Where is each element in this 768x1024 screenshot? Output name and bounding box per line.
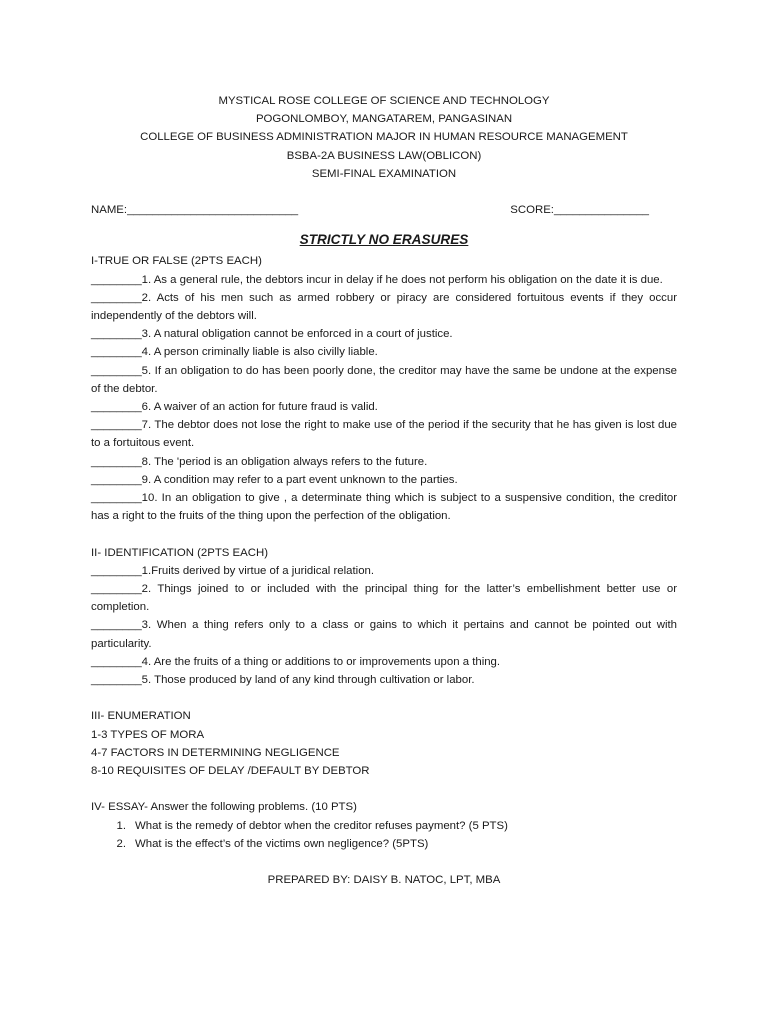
spacer — [91, 780, 677, 798]
question-item: ________6. A waiver of an action for future fraud is valid. — [91, 401, 378, 414]
exam-title: SEMI-FINAL EXAMINATION — [311, 167, 457, 180]
question-item: ________10. In an obligation to give , a determinate thing which is subject to a suspensive condition, the creditor has a right to the fruits of the thing upon the perfection of the obligation. — [91, 492, 677, 523]
enumeration-item: 1-3 TYPES OF MORA — [91, 728, 205, 741]
question-item: ________2. Things joined to or included with the principal thing for the latter’s embellishment better use or completion. — [91, 583, 677, 614]
question-item: ________5. Those produced by land of any kind through cultivation or labor. — [91, 674, 475, 687]
enumeration-item: 4-7 FACTORS IN DETERMINING NEGLIGENCE — [91, 746, 340, 759]
prepared-by: PREPARED BY: DAISY B. NATOC, LPT, MBA — [267, 874, 501, 887]
section-essay — [91, 798, 677, 853]
section-true-or-false — [91, 252, 677, 525]
spacer — [91, 689, 677, 707]
essay-item — [91, 817, 677, 835]
document-header — [91, 92, 677, 183]
name-field: NAME:___________________________ — [91, 204, 299, 217]
essay-list — [91, 817, 677, 853]
section-title: III- ENUMERATION — [91, 710, 191, 723]
question-item: ________4. Are the fruits of a thing or additions to or improvements upon a thing. — [91, 655, 501, 668]
question-item: ________8. The 'period is an obligation always refers to the future. — [91, 455, 428, 468]
school-address: POGONLOMBOY, MANGATAREM, PANGASINAN — [255, 113, 513, 126]
essay-question: What is the remedy of debtor when the creditor refuses payment? (5 PTS) — [135, 819, 508, 832]
question-item: ________9. A condition may refer to a part event unknown to the parties. — [91, 473, 458, 486]
question-item: ________3. When a thing refers only to a class or gains to which it pertains and cannot be pointed out with particularity. — [91, 619, 677, 650]
question-item: ________5. If an obligation to do has been poorly done, the creditor may have the same be undone at the expense of the debtor. — [91, 364, 677, 395]
question-item: ________7. The debtor does not lose the right to make use of the period if the security that he has given is lost due to a fortuitous event. — [91, 419, 677, 450]
spacer — [91, 525, 677, 543]
question-item: ________3. A natural obligation cannot be enforced in a court of justice. — [91, 328, 453, 341]
no-erasures-banner: STRICTLY NO ERASURES — [299, 232, 469, 248]
question-item: ________2. Acts of his men such as armed robbery or piracy are considered fortuitous events if they occur independently of the debtors will. — [91, 291, 677, 323]
essay-number: 2. — [116, 837, 126, 850]
section-title: IV- ESSAY- Answer the following problems. (10 PTS) — [91, 801, 357, 814]
student-fields — [91, 201, 677, 219]
college-name: COLLEGE OF BUSINESS ADMINISTRATION MAJOR IN HUMAN RESOURCE MANAGEMENT — [140, 131, 628, 144]
score-field: SCORE:_______________ — [510, 204, 649, 217]
school-name: MYSTICAL ROSE COLLEGE OF SCIENCE AND TECHNOLOGY — [218, 95, 550, 107]
section-title: I-TRUE OR FALSE (2PTS EACH) — [91, 255, 262, 268]
enumeration-item: 8-10 REQUISITES OF DELAY /DEFAULT BY DEBTOR — [91, 765, 370, 778]
essay-question: What is the effect’s of the victims own negligence? (5PTS) — [135, 837, 429, 850]
question-item: ________1.Fruits derived by virtue of a juridical relation. — [91, 564, 375, 577]
section-identification — [91, 544, 677, 690]
question-item: ________4. A person criminally liable is also civilly liable. — [91, 346, 378, 359]
section-title: II- IDENTIFICATION (2PTS EACH) — [91, 546, 268, 559]
question-item: ________1. As a general rule, the debtors incur in delay if he does not perform his obligation on the date it is due. — [91, 273, 663, 286]
section-enumeration — [91, 707, 677, 780]
essay-item — [91, 835, 677, 853]
course-title: BSBA-2A BUSINESS LAW(OBLICON) — [286, 149, 482, 162]
essay-number: 1. — [116, 819, 126, 832]
